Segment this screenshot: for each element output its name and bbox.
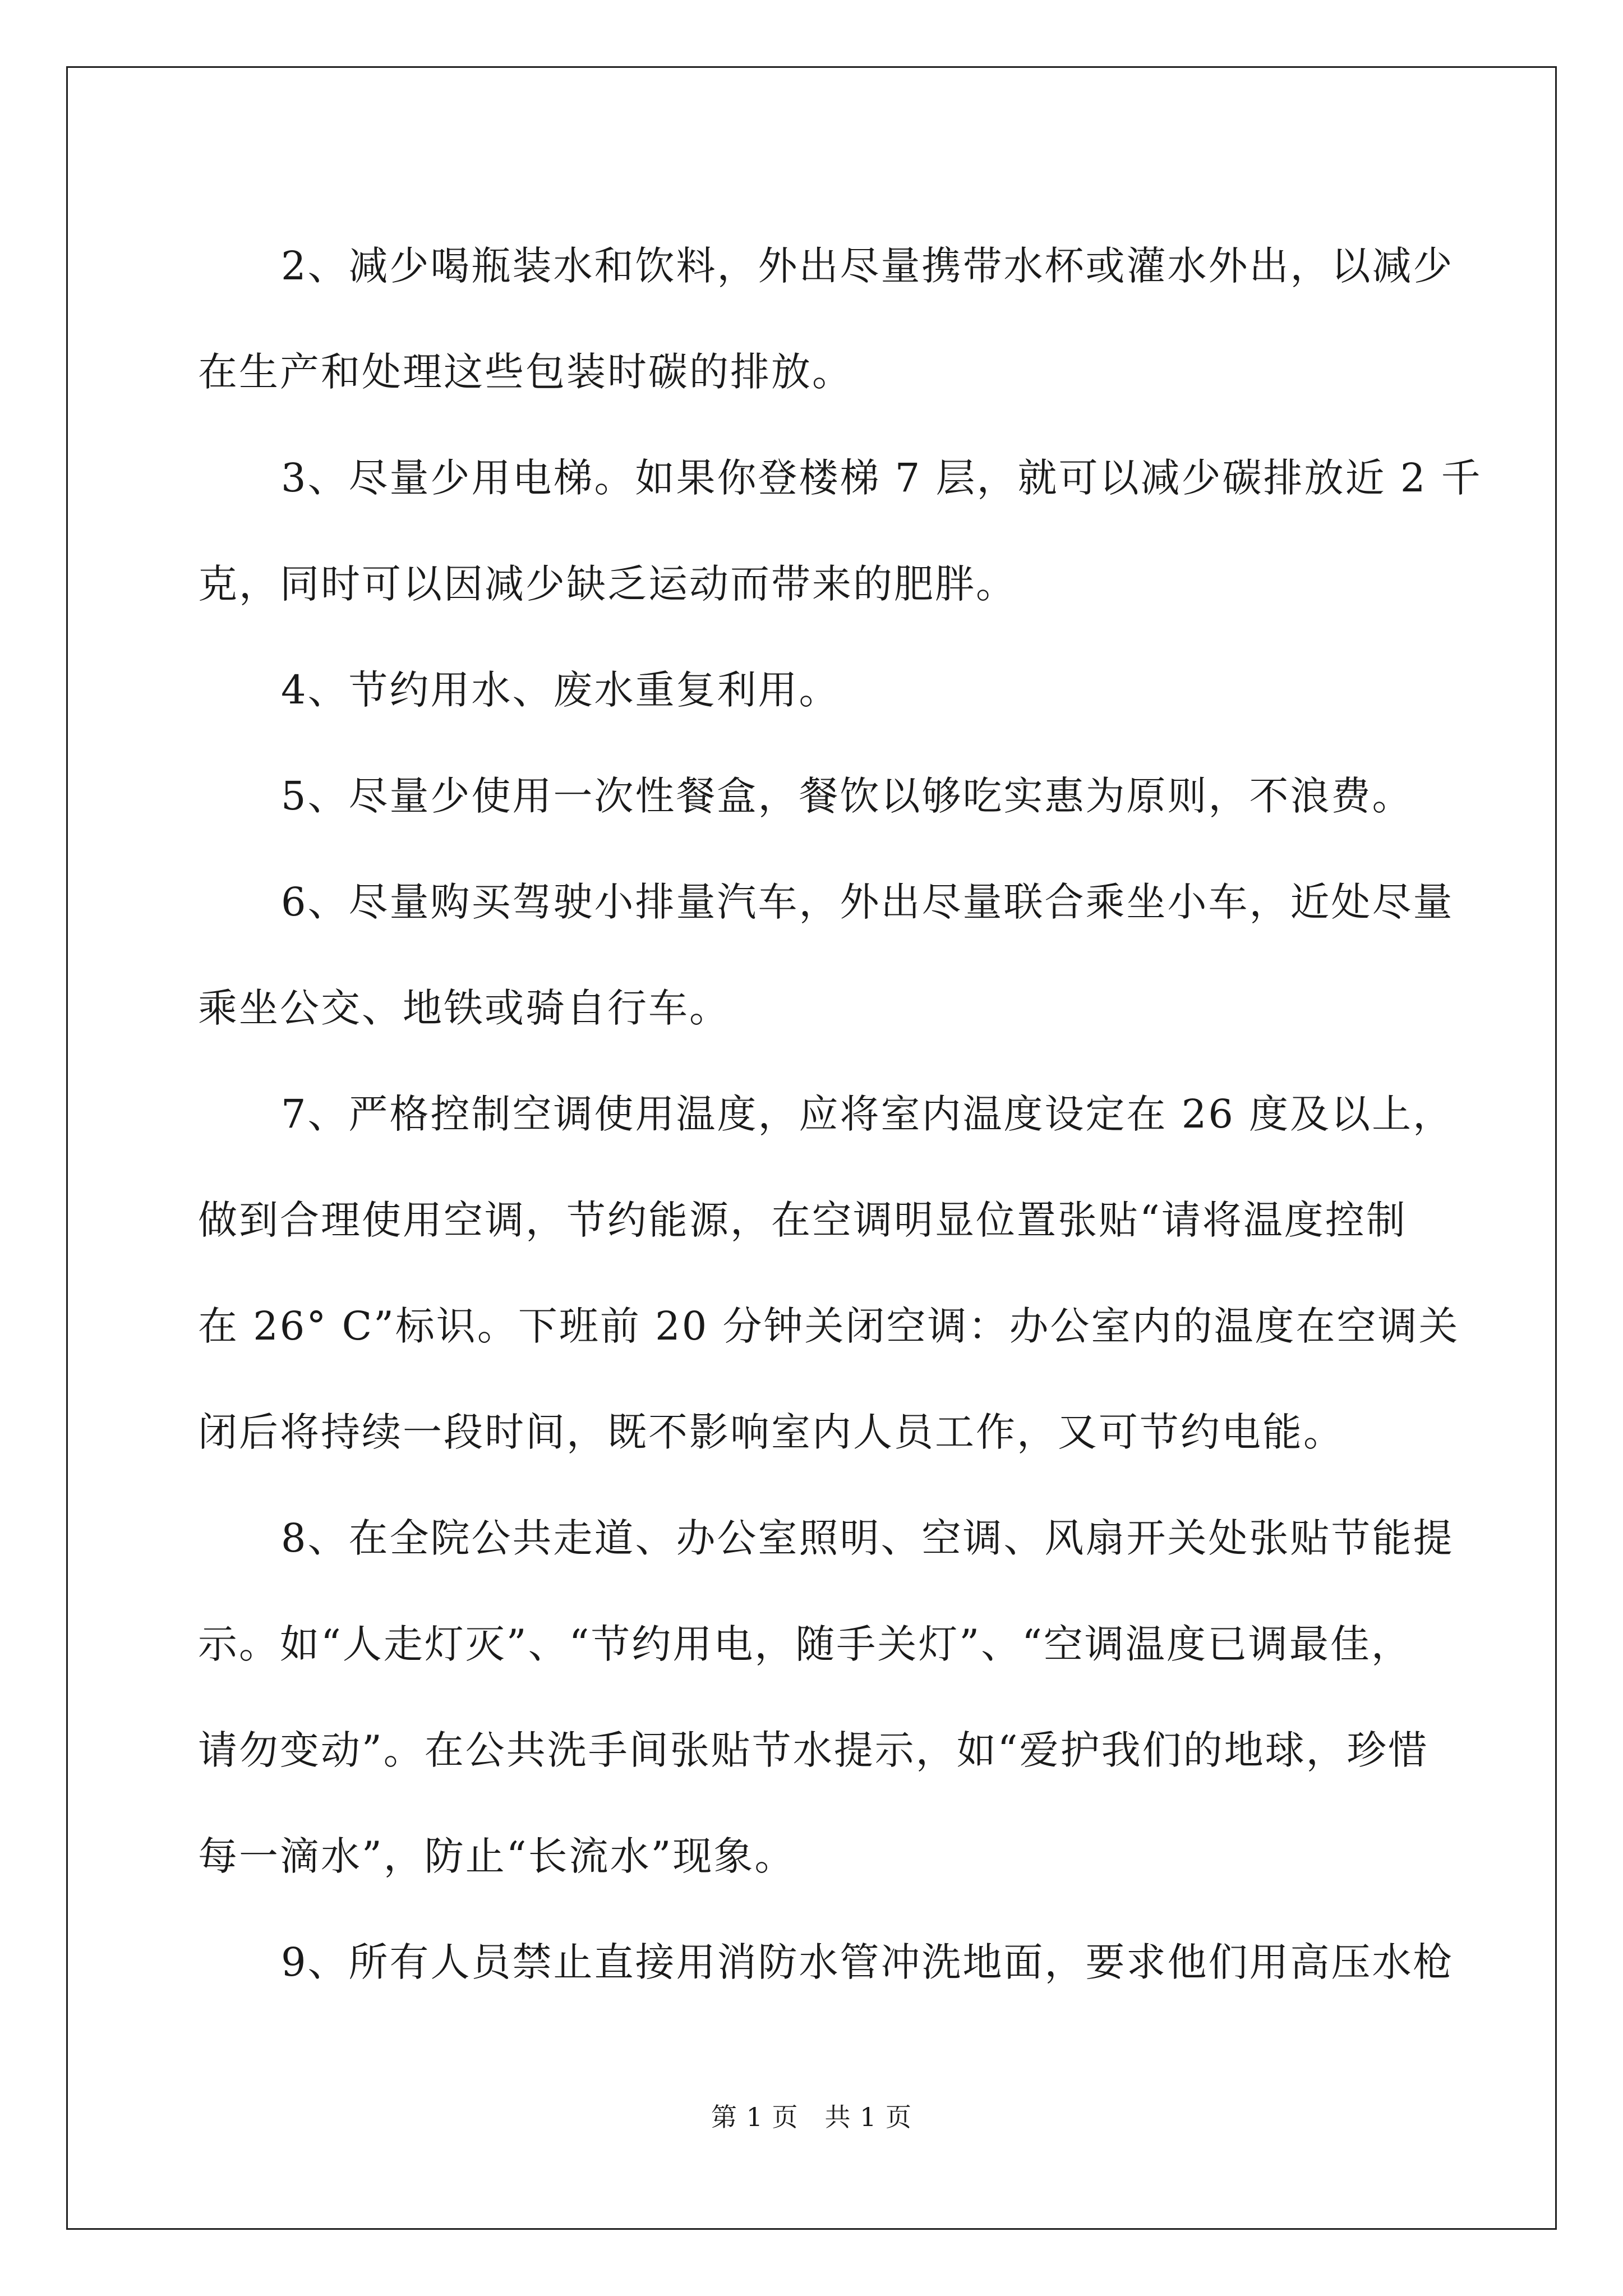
page-footer: 第 1 页 共 1 页 (711, 2102, 912, 2132)
paragraph-4-line-1: 5、尽量少使用一次性餐盒，餐饮以够吃实惠为原则，不浪费。 (281, 773, 1413, 819)
paragraph-6-line-4: 闭后将持续一段时间，既不影响室内人员工作，又可节约电能。 (198, 1409, 1344, 1455)
paragraph-7-line-4: 每一滴水”，防止“长流水”现象。 (198, 1833, 796, 1879)
paragraph-2-line-1: 3、尽量少用电梯。如果你登楼梯 7 层，就可以减少碳排放近 2 千 (281, 455, 1482, 501)
paragraph-1-line-2: 在生产和处理这些包装时碳的排放。 (198, 349, 853, 395)
paragraph-6-line-1: 7、严格控制空调使用温度，应将室内温度设定在 26 度及以上， (281, 1091, 1454, 1137)
paragraph-7-line-3: 请勿变动”。在公共洗手间张贴节水提示，如“爱护我们的地球，珍惜 (198, 1727, 1429, 1773)
paragraph-5-line-1: 6、尽量购买驾驶小排量汽车，外出尽量联合乘坐小车，近处尽量 (281, 879, 1454, 925)
paragraph-7-line-2: 示。如“人走灯灭”、“节约用电，随手关灯”、“空调温度已调最佳， (198, 1621, 1412, 1667)
paragraph-6-line-3: 在 26° C”标识。下班前 20 分钟关闭空调：办公室内的温度在空调关 (198, 1303, 1460, 1349)
paragraph-2-line-2: 克，同时可以因减少缺乏运动而带来的肥胖。 (198, 561, 1017, 607)
paragraph-3-line-1: 4、节约用水、废水重复利用。 (281, 667, 840, 713)
document-body (198, 213, 1482, 2016)
paragraph-6-line-2: 做到合理使用空调，节约能源，在空调明显位置张贴“请将温度控制 (198, 1197, 1407, 1243)
paragraph-5-line-2: 乘坐公交、地铁或骑自行车。 (198, 985, 730, 1031)
paragraph-1-line-1: 2、减少喝瓶装水和饮料，外出尽量携带水杯或灌水外出，以减少 (281, 243, 1454, 289)
paragraph-7-line-1: 8、在全院公共走道、办公室照明、空调、风扇开关处张贴节能提 (281, 1515, 1454, 1561)
paragraph-8-line-1: 9、所有人员禁止直接用消防水管冲洗地面，要求他们用高压水枪 (281, 1939, 1454, 1985)
